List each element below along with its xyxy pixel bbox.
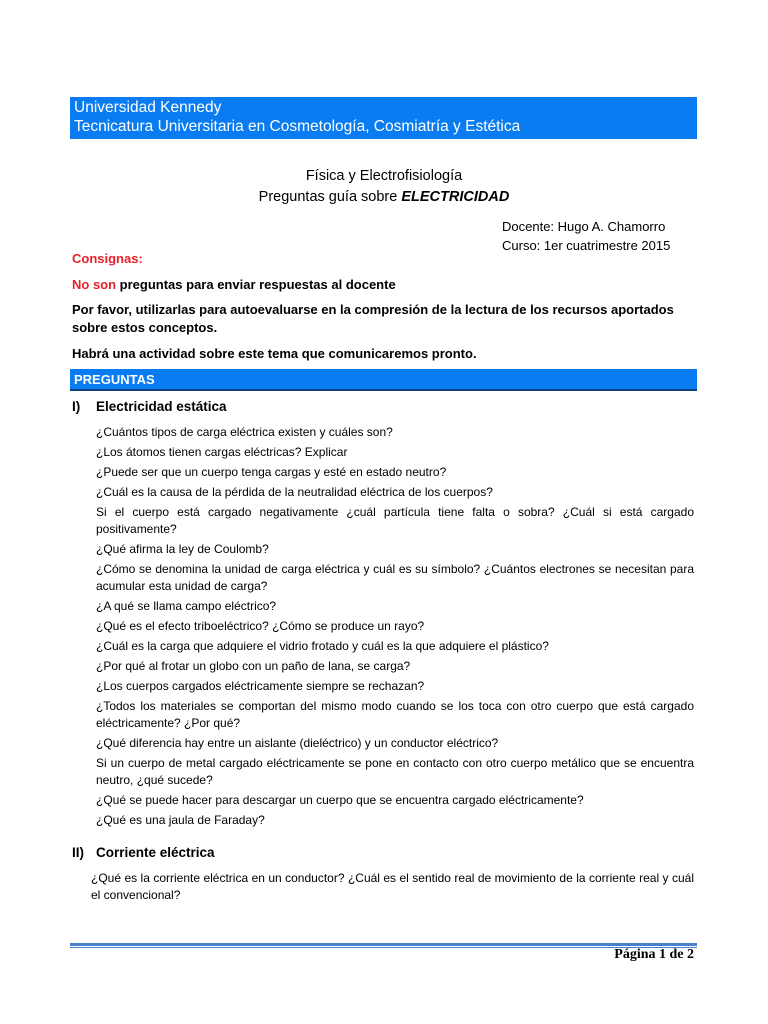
question-item: ¿Cuál es la causa de la pérdida de la neutralidad eléctrica de los cuerpos? — [96, 485, 493, 499]
question-item: ¿Puede ser que un cuerpo tenga cargas y esté en estado neutro? — [96, 465, 447, 479]
university-name: Universidad Kennedy — [74, 99, 222, 116]
electric-current-questions — [91, 870, 694, 904]
question-item: Si un cuerpo de metal cargado eléctricamente se pone en contacto con otro cuerpo metálico que se encuentra neutro, ¿qué sucede? — [96, 756, 694, 787]
instruction-line-1 — [72, 276, 696, 294]
section-heading-static-electricity — [72, 399, 227, 414]
subtitle-emphasis: ELECTRICIDAD — [401, 189, 510, 205]
question-item: ¿Qué afirma la ley de Coulomb? — [96, 542, 269, 556]
subtitle-prefix: Preguntas guía sobre — [258, 189, 402, 205]
question-item: ¿Qué se puede hacer para descargar un cuerpo que se encuentra cargado eléctricamente? — [96, 793, 584, 807]
question-item: ¿Cómo se denomina la unidad de carga eléctrica y cuál es su símbolo? ¿Cuántos electrones se necesitan para acumular esta unidad de carga? — [96, 562, 694, 593]
instructions-label: Consignas: — [72, 251, 143, 266]
instruction-line-1-text: preguntas para enviar respuestas al docente — [116, 277, 396, 292]
question-item: ¿Cuál es la carga que adquiere el vidrio frotado y cuál es la que adquiere el plástico? — [96, 639, 549, 653]
questions-section-bar: PREGUNTAS — [70, 369, 697, 391]
course-term: Curso: 1er cuatrimestre 2015 — [502, 238, 671, 253]
section-number: II) — [72, 845, 84, 860]
instruction-negation: No son — [72, 277, 117, 292]
document-title-block — [0, 166, 768, 208]
subject-title: Física y Electrofisiología — [305, 168, 463, 184]
document-subtitle — [0, 187, 768, 208]
section-title: Electricidad estática — [96, 399, 227, 414]
section-heading-electric-current — [72, 845, 215, 860]
teacher-name: Docente: Hugo A. Chamorro — [502, 219, 666, 234]
question-item: ¿A qué se llama campo eléctrico? — [96, 599, 277, 613]
question-item: ¿Cuántos tipos de carga eléctrica existen y cuáles son? — [96, 425, 393, 439]
document-header-band — [70, 97, 697, 139]
question-item: ¿Qué es la corriente eléctrica en un conductor? ¿Cuál es el sentido real de movimiento de la corriente real y cuál el convencional? — [91, 871, 694, 902]
question-item: ¿Los átomos tienen cargas eléctricas? Explicar — [96, 445, 348, 459]
instruction-line-2: Por favor, utilizarlas para autoevaluarse en la compresión de la lectura de los recursos aportados sobre estos conceptos. — [72, 302, 674, 335]
course-meta — [502, 217, 670, 255]
question-item: ¿Qué es una jaula de Faraday? — [96, 813, 265, 827]
section-title: Corriente eléctrica — [96, 845, 215, 860]
question-item: Si el cuerpo está cargado negativamente ¿cuál partícula tiene falta o sobra? ¿Cuál si está cargado positivamente? — [96, 505, 694, 536]
footer-rule-thin — [70, 947, 697, 948]
static-electricity-questions — [96, 424, 694, 832]
instruction-line-3: Habrá una actividad sobre este tema que comunicaremos pronto. — [72, 346, 477, 361]
section-number: I) — [72, 399, 81, 414]
page-number: Página 1 de 2 — [614, 947, 694, 962]
question-item: ¿Qué diferencia hay entre un aislante (dieléctrico) y un conductor eléctrico? — [96, 736, 499, 750]
question-item: ¿Qué es el efecto triboeléctrico? ¿Cómo se produce un rayo? — [96, 619, 425, 633]
question-item: ¿Por qué al frotar un globo con un paño de lana, se carga? — [96, 659, 411, 673]
program-name: Tecnicatura Universitaria en Cosmetología, Cosmiatría y Estética — [74, 118, 521, 135]
question-item: ¿Los cuerpos cargados eléctricamente siempre se rechazan? — [96, 679, 425, 693]
question-item: ¿Todos los materiales se comportan del mismo modo cuando se los toca con otro cuerpo que está cargado eléctricamente? ¿Por qué? — [96, 699, 694, 730]
footer-rule — [70, 943, 697, 946]
